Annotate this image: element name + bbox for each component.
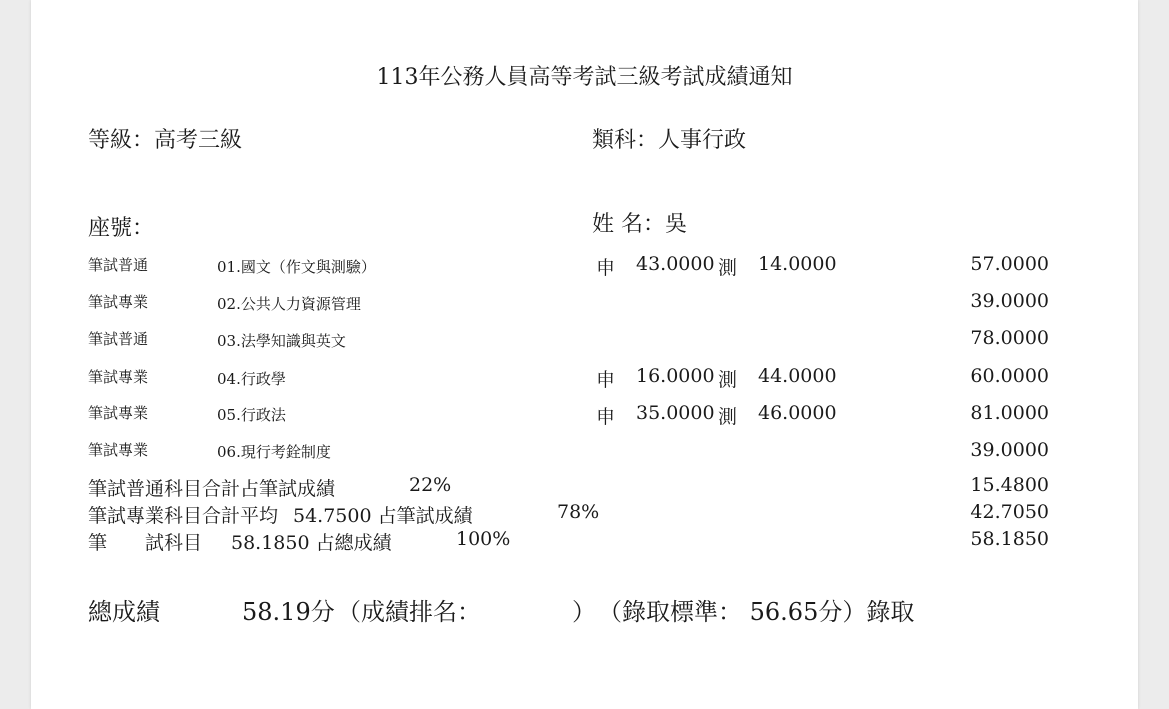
test-score: 46.0000 (758, 402, 837, 424)
subject-name: 05.行政法 (217, 406, 286, 424)
test-mark: 測 (718, 406, 738, 428)
summary-score: 58.1850 (970, 528, 1049, 550)
total-label: 總成績 (88, 598, 160, 626)
exam-level: 等級：高考三級 (88, 128, 243, 153)
essay-score: 35.0000 (636, 402, 715, 424)
subject-score: 39.0000 (970, 290, 1049, 312)
essay-score: 43.0000 (636, 253, 715, 275)
subject-score: 39.0000 (970, 439, 1049, 461)
subject-score: 60.0000 (970, 365, 1049, 387)
summary-label: 筆試專業科目合計平均 (88, 505, 279, 527)
test-mark: 測 (718, 369, 738, 391)
score-notice-page (31, 0, 1138, 709)
summary-label: 筆試普通科目合計占筆試成績 (88, 478, 336, 500)
appeal-mark: 申 (596, 369, 616, 391)
subject-name: 02.公共人力資源管理 (217, 295, 361, 313)
total-score: 58.19分 (242, 598, 335, 626)
subject-score: 78.0000 (970, 327, 1049, 349)
test-score: 14.0000 (758, 253, 837, 275)
subject-type: 筆試普通 (88, 330, 149, 348)
subject-score: 81.0000 (970, 402, 1049, 424)
summary-label: 筆 試科目 (88, 532, 203, 554)
test-mark: 測 (718, 257, 738, 279)
summary-average: 54.7500 占筆試成績 (293, 505, 473, 527)
appeal-mark: 申 (596, 406, 616, 428)
document-title: 113年公務人員高等考試三級考試成績通知 (376, 65, 793, 90)
essay-score: 16.0000 (636, 365, 715, 387)
seat-number: 座號： (88, 216, 155, 241)
summary-percent: 78% (557, 501, 600, 523)
summary-percent: 22% (409, 474, 452, 496)
summary-average: 58.1850 占總成績 (231, 532, 392, 554)
subject-name: 01.國文（作文與測驗） (217, 258, 376, 276)
exam-category: 類科：人事行政 (592, 128, 747, 153)
summary-score: 15.4800 (970, 474, 1049, 496)
appeal-mark: 申 (596, 257, 616, 279)
admission-standard: （錄取標準： 56.65分）錄取 (598, 598, 915, 626)
summary-score: 42.7050 (970, 501, 1049, 523)
test-score: 44.0000 (758, 365, 837, 387)
rank-label: （成績排名： (337, 598, 481, 626)
subject-score: 57.0000 (970, 253, 1049, 275)
subject-name: 06.現行考銓制度 (217, 443, 331, 461)
subject-type: 筆試專業 (88, 293, 149, 311)
subject-type: 筆試專業 (88, 368, 149, 386)
subject-type: 筆試專業 (88, 441, 149, 459)
subject-type: 筆試普通 (88, 256, 149, 274)
candidate-name: 姓 名：吳 (592, 212, 687, 237)
subject-type: 筆試專業 (88, 404, 149, 422)
subject-name: 04.行政學 (217, 370, 286, 388)
summary-percent: 100% (456, 528, 511, 550)
subject-name: 03.法學知識與英文 (217, 332, 346, 350)
rank-close: ） (572, 598, 596, 626)
